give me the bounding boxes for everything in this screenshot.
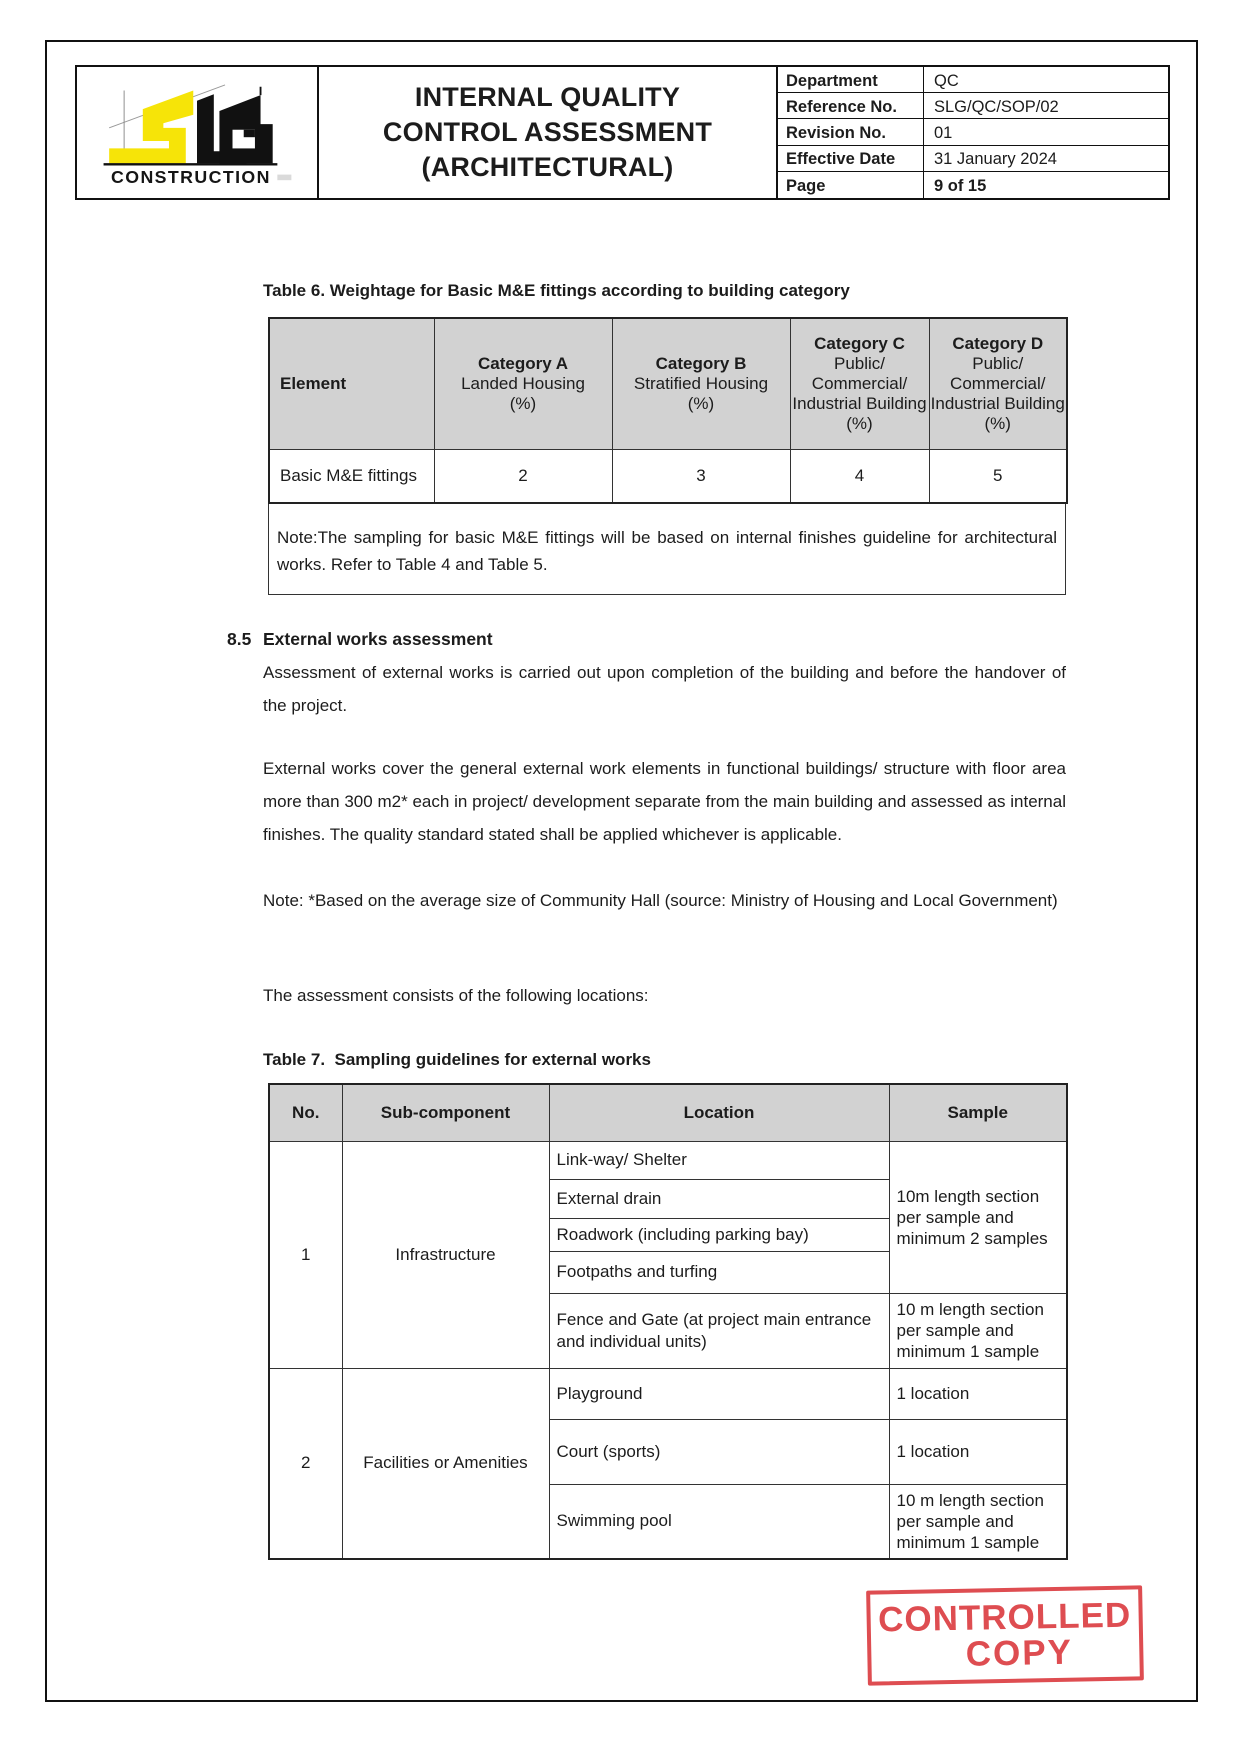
table7-header-row <box>269 1084 1067 1141</box>
table7-caption <box>263 1050 651 1070</box>
category-sub: Public/ <box>972 353 1024 373</box>
table7-caption-text: Sampling guidelines for external works <box>334 1050 651 1069</box>
controlled-copy-stamp <box>866 1585 1144 1685</box>
info-row-reference <box>778 93 1168 119</box>
info-value: SLG/QC/SOP/02 <box>934 97 1059 116</box>
section-lead: The assessment consists of the following locations: <box>263 986 649 1005</box>
info-label: Reference No. <box>778 93 924 118</box>
info-value: QC <box>934 71 959 90</box>
table7-header-sample: Sample <box>889 1084 1067 1141</box>
company-logo <box>77 67 319 198</box>
document-title <box>319 67 778 198</box>
table6-value-a: 2 <box>434 449 612 503</box>
table7-location-court: Court (sports) <box>549 1419 889 1484</box>
table7-location-footpaths: Footpaths and turfing <box>549 1251 889 1293</box>
info-label: Page <box>778 172 924 198</box>
category-sub: Industrial Building <box>930 393 1065 413</box>
table7-location-linkway: Link-way/ Shelter <box>549 1141 889 1179</box>
info-value: 01 <box>934 123 953 142</box>
logo-wordmark: CONSTRUCTION <box>111 166 271 187</box>
category-sub: Landed Housing <box>461 373 585 393</box>
table7-sample-playground: 1 location <box>889 1368 1067 1419</box>
stamp-line-2: COPY <box>965 1632 1074 1674</box>
table7-group1-subcomponent: Infrastructure <box>342 1141 549 1368</box>
document-header <box>75 65 1170 200</box>
table7-caption-number: Table 7. <box>263 1050 326 1069</box>
info-row-department <box>778 67 1168 93</box>
table6-caption: Table 6. Weightage for Basic M&E fittings according to building category <box>263 281 850 300</box>
table6-header-category-d <box>929 318 1067 449</box>
table6-data-row <box>269 449 1067 503</box>
table6-value-b: 3 <box>612 449 790 503</box>
info-row-page <box>778 172 1168 198</box>
table6-header-category-c <box>790 318 929 449</box>
section-number: 8.5 <box>227 629 252 649</box>
title-line-1: INTERNAL QUALITY <box>414 82 681 112</box>
table-row <box>269 1368 1067 1419</box>
info-row-effective-date <box>778 146 1168 172</box>
category-title: Category D <box>952 333 1044 353</box>
logo-suffix-mark <box>277 174 291 180</box>
category-sub: Commercial/ <box>950 373 1046 393</box>
info-label: Department <box>778 67 924 92</box>
category-title: Category C <box>814 333 905 353</box>
table7-container <box>268 1083 1066 1560</box>
table7-location-roadwork: Roadwork (including parking bay) <box>549 1218 889 1251</box>
info-value-page-number: 9 of 15 <box>934 176 987 195</box>
table7-location-external-drain: External drain <box>549 1179 889 1218</box>
table7-header-no: No. <box>269 1084 342 1141</box>
category-sub: Commercial/ <box>811 373 908 393</box>
info-label: Revision No. <box>778 119 924 144</box>
info-row-revision <box>778 119 1168 145</box>
table6-header-category-a <box>434 318 612 449</box>
title-line-2: CONTROL ASSESSMENT <box>382 117 713 147</box>
table7-sample-fence-gate: 10 m length section per sample and minimum 1 sample <box>889 1293 1067 1368</box>
category-unit: (%) <box>509 393 537 413</box>
section-heading-text: External works assessment <box>263 629 493 649</box>
category-sub: Industrial Building <box>792 393 927 413</box>
document-info-table <box>778 67 1168 198</box>
table-row <box>269 1141 1067 1179</box>
table7-sample-court: 1 location <box>889 1419 1067 1484</box>
category-unit: (%) <box>984 413 1011 433</box>
table7-sample-swimming-pool: 10 m length section per sample and minimum 1 sample <box>889 1484 1067 1559</box>
category-sub: Stratified Housing <box>633 373 769 393</box>
table7-group1-no: 1 <box>269 1141 342 1368</box>
slg-construction-logo-icon <box>83 69 311 197</box>
category-title: Category A <box>477 353 569 373</box>
table7-location-fence-gate: Fence and Gate (at project main entrance and individual units) <box>549 1293 889 1368</box>
category-unit: (%) <box>687 393 715 413</box>
category-unit: (%) <box>846 413 873 433</box>
section-note: Note: *Based on the average size of Community Hall (source: Ministry of Housing and Local Government) <box>263 891 1058 910</box>
category-title: Category B <box>655 353 747 373</box>
section-paragraph-2: External works cover the general external work elements in functional buildings/ structure with floor area more than 300 m2* each in project/ development separate from the main building and assessed as internal finishes. The quality standard stated shall be applied whichever is applicable. <box>263 759 1066 844</box>
table6-container <box>268 317 1066 595</box>
table6-header-element: Element <box>269 318 434 449</box>
table7-header-location: Location <box>549 1084 889 1141</box>
table7-location-swimming-pool: Swimming pool <box>549 1484 889 1559</box>
info-value: 31 January 2024 <box>934 150 1057 169</box>
table6-note: Note:The sampling for basic M&E fittings will be based on internal finishes guideline for architectural works. Refer to Table 4 and Table 5. <box>268 504 1066 595</box>
section-paragraph-1: Assessment of external works is carried out upon completion of the building and before the handover of the project. <box>263 663 1066 715</box>
category-sub: Public/ <box>833 353 886 373</box>
table6-header-category-b <box>612 318 790 449</box>
table7 <box>268 1083 1068 1560</box>
table6-value-c: 4 <box>790 449 929 503</box>
table6-row-label: Basic M&E fittings <box>269 449 434 503</box>
table7-sample-infrastructure: 10m length section per sample and minimum 2 samples <box>889 1141 1067 1293</box>
stamp-line-1: CONTROLLED <box>877 1595 1132 1639</box>
table6-value-d: 5 <box>929 449 1067 503</box>
table7-group2-subcomponent: Facilities or Amenities <box>342 1368 549 1559</box>
info-label: Effective Date <box>778 146 924 171</box>
title-line-3: (ARCHITECTURAL) <box>421 152 674 182</box>
table7-location-playground: Playground <box>549 1368 889 1419</box>
table7-header-subcomponent: Sub-component <box>342 1084 549 1141</box>
table6 <box>268 317 1068 504</box>
section-heading-8-5 <box>227 629 493 650</box>
table7-group2-no: 2 <box>269 1368 342 1559</box>
